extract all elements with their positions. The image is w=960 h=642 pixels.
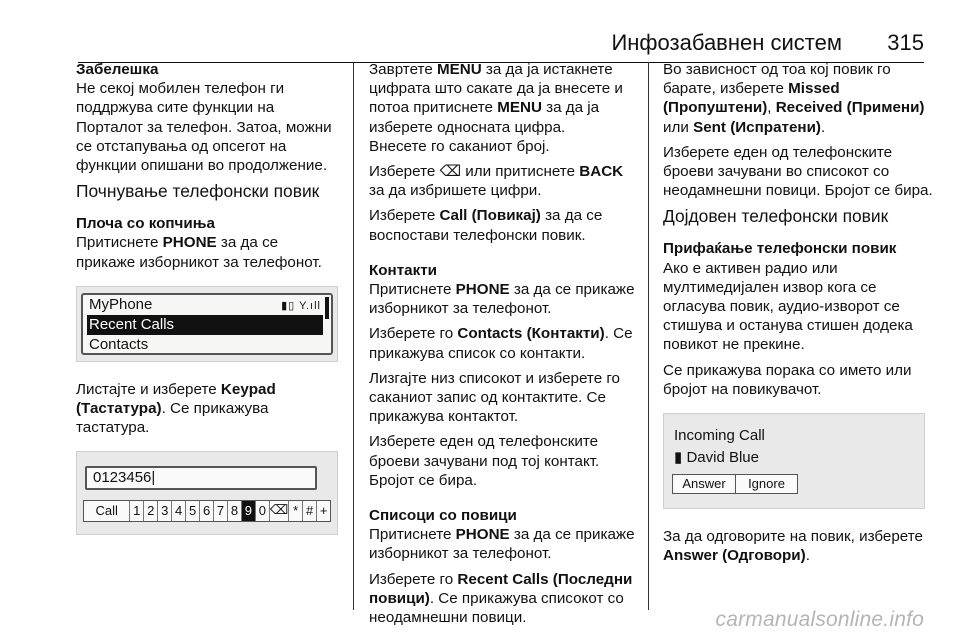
keypad-key-8[interactable]: 8	[227, 501, 241, 521]
caller-name: David Blue	[686, 449, 759, 467]
keypad-key-0[interactable]: 0	[255, 501, 269, 521]
paragraph-delete-digits: Изберете ⌫ или притиснете BACK за да избришете цифри.	[369, 162, 624, 200]
keypad-key-2[interactable]: 2	[143, 501, 157, 521]
key-missed: Missed (Пропуштени)	[663, 80, 840, 117]
note-title: Забелешка	[76, 61, 159, 78]
paragraph-select-call: Изберете Call (Повикај) за да се воспостави телефонски повик.	[369, 207, 603, 244]
key-recent-calls: Recent Calls (Последни повици)	[369, 570, 633, 607]
key-sent: Sent (Испратени)	[693, 118, 821, 136]
paragraph-caller-message: Се прикажува порака со името или бројот на повикувачот.	[663, 361, 912, 398]
phone-menu-screenshot	[76, 286, 338, 362]
key-phone: PHONE	[162, 234, 217, 252]
column-1	[76, 60, 336, 553]
keypad-row	[83, 500, 331, 522]
paragraph-select-keypad: Листајте и изберете Keypad (Тастатура). Се прикажува тастатура.	[76, 380, 276, 437]
call-buttons	[672, 474, 798, 494]
column-3	[663, 60, 933, 571]
incoming-call-title: Incoming Call	[674, 427, 765, 445]
paragraph-select-contacts: Изберете го Contacts (Контакти). Се прикажува список со контакти.	[369, 325, 633, 362]
key-phone: PHONE	[455, 526, 510, 544]
number-entry-field[interactable]: 0123456|	[85, 466, 317, 490]
paragraph-press-phone-contacts: Притиснете PHONE за да се прикаже изборникот за телефонот.	[369, 281, 635, 318]
keypad-key-9[interactable]: 9	[241, 501, 255, 521]
column-2	[369, 60, 637, 633]
scrollbar[interactable]	[325, 297, 329, 319]
key-contacts: Contacts (Контакти)	[457, 325, 605, 343]
keypad-key-4[interactable]: 4	[171, 501, 185, 521]
page-header	[0, 30, 960, 60]
key-back: BACK	[579, 163, 624, 181]
note-text: Не секој мобилен телефон ги поддржува сите функции на Порталот за телефон. Затоа, можни се отстапувања од опсегот на функции опишани во продолжение.	[76, 80, 332, 175]
phone-menu-display	[81, 293, 333, 355]
heading-contacts: Контакти	[369, 261, 437, 279]
keypad-call-button[interactable]: Call	[95, 503, 118, 519]
keypad-key-star[interactable]: *	[288, 501, 302, 521]
paragraph-select-recent-number: Изберете еден од телефонските броеви зачувани во списокот со неодамнешни повици. Бројот се бира.	[663, 143, 933, 200]
key-keypad: Keypad (Тастатура)	[76, 380, 276, 418]
keypad-key-5[interactable]: 5	[185, 501, 199, 521]
keypad-key-6[interactable]: 6	[199, 501, 213, 521]
keypad-key-7[interactable]: 7	[213, 501, 227, 521]
incoming-call-screenshot	[663, 413, 925, 509]
heading-incoming-call: Дојдовен телефонски повик	[663, 206, 889, 227]
keypad-key-plus[interactable]: +	[316, 501, 330, 521]
heading-accept-call: Прифаќање телефонски повик	[663, 240, 897, 258]
key-phone: PHONE	[455, 281, 510, 299]
heading-call-lists: Списоци со повици	[369, 507, 517, 525]
paragraph-press-phone: Притиснете PHONE за да се прикаже изборникот за телефонот.	[76, 234, 322, 271]
paragraph-press-phone-lists: Притиснете PHONE за да се прикаже изборникот за телефонот.	[369, 526, 635, 563]
key-received: Received (Примени)	[775, 99, 925, 117]
keypad-key-1[interactable]: 1	[129, 501, 143, 521]
key-menu-2: MENU	[497, 99, 542, 117]
answer-button[interactable]: Answer	[682, 476, 726, 492]
keypad-screenshot	[76, 451, 338, 535]
key-menu: MENU	[436, 61, 482, 78]
page-number: 315	[887, 30, 924, 55]
key-call: Call (Повикај)	[439, 207, 541, 225]
backspace-icon: ⌫	[439, 162, 462, 181]
caller-name-row	[674, 448, 759, 467]
paragraph-scroll-contacts: Лизгајте низ списокот и изберете го саканиот запис од контактите. Се прикажува контактот.	[369, 369, 621, 426]
section-title: Инфозабавнен систем	[611, 30, 842, 55]
phone-icon: ▮	[674, 449, 683, 467]
menu-title: MyPhone	[89, 295, 153, 313]
column-divider-2	[648, 62, 649, 610]
menu-item-contacts[interactable]: Contacts	[89, 335, 149, 353]
keypad-key-hash[interactable]: #	[302, 501, 316, 521]
ignore-button[interactable]: Ignore	[735, 475, 797, 493]
battery-signal-icon: ▮▯ Y.ıll	[281, 299, 321, 312]
menu-item-recent-calls[interactable]: Recent Calls	[87, 315, 323, 335]
backspace-icon[interactable]: ⌫	[269, 501, 288, 521]
heading-keypad: Плоча со копчиња	[76, 215, 215, 233]
heading-start-call: Почнување телефонски повик	[76, 181, 320, 202]
paragraph-audio-muted: Ако е активен радио или мултимедијален извор кога се огласува повик, аудио-изворот се стишува и останува стишен додека повикот не прекине.	[663, 259, 913, 354]
key-answer: Answer (Одговори)	[663, 547, 806, 565]
watermark: carmanualsonline.info	[715, 608, 924, 631]
paragraph-answer-call: За да одговорите на повик, изберете Answer (Одговори).	[663, 528, 923, 565]
paragraph-enter-number: Внесете го саканиот број.	[369, 137, 550, 155]
paragraph-select-call-type: Во зависност од тоа кој повик го барате, изберете Missed (Пропуштени), Received (Примени) или Sent (Испратени).	[663, 61, 925, 136]
paragraph-select-recent-calls: Изберете го Recent Calls (Последни повици). Се прикажува списокот со неодамнешни повици.	[369, 570, 633, 627]
column-divider-1	[353, 62, 354, 610]
keypad-key-3[interactable]: 3	[157, 501, 171, 521]
paragraph-select-contact-number: Изберете еден од телефонските броеви зачувани под тој контакт. Бројот се бира.	[369, 433, 600, 489]
paragraph-turn-menu: Завртете MENU за да ја истакнете цифрата што сакате да ја внесете и потоа притиснете MENU за да ја изберете односната цифра.	[369, 61, 623, 136]
